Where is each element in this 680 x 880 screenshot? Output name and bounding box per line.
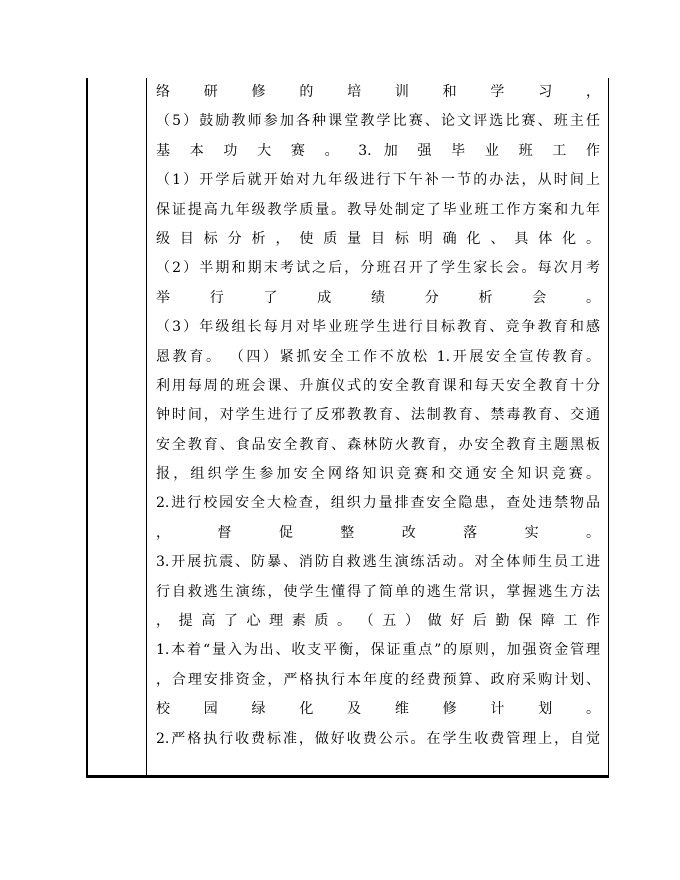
table-left-border <box>86 78 88 778</box>
text-line: 保证提高九年级教学质量。教导处制定了毕业班工作方案和九年 <box>156 201 600 218</box>
table-right-border <box>608 78 609 776</box>
text-line: 1.本着“量入为出、收支平衡，保证重点”的原则，加强资金管理 <box>156 642 600 659</box>
text-line: 利用每周的班会课、升旗仪式的安全教育课和每天安全教育十分 <box>156 377 600 394</box>
text-line: 举 行 了 成 绩 分 析 会 。 <box>156 289 600 306</box>
table-bottom-border <box>86 775 609 778</box>
text-line: （1）开学后就开始对九年级进行下午补一节的办法，从时间上 <box>156 172 600 189</box>
table-column-divider <box>146 78 147 776</box>
document-body <box>156 78 600 754</box>
text-line: 钟时间，对学生进行了反邪教教育、法制教育、禁毒教育、交通 <box>156 407 600 424</box>
text-line: 2.进行校园安全大检查，组织力量排查安全隐患，查处违禁物品 <box>156 495 600 512</box>
text-line: 行自救逃生演练，使学生懂得了简单的逃生常识，掌握逃生方法 <box>156 583 600 600</box>
text-line: 络 研 修 的 培 训 和 学 习 ， <box>156 84 600 100</box>
text-line: 级 目 标 分 析 ， 使 质 量 目 标 明 确 化 、 具 体 化 。 <box>156 230 600 247</box>
text-line: （2）半期和期末考试之后，分班召开了学生家长会。每次月考 <box>156 260 600 277</box>
text-line: 2.严格执行收费标准，做好收费公示。在学生收费管理上，自觉 <box>156 730 600 747</box>
text-line: 基 本 功 大 赛 。 3. 加 强 毕 业 班 工 作 <box>156 142 600 159</box>
text-line: 恩教育。 （四）紧抓安全工作不放松 1.开展安全宣传教育。 <box>156 348 600 365</box>
text-line: ，合理安排资金，严格执行本年度的经费预算、政府采购计划、 <box>156 671 600 688</box>
text-line: ， 提 高 了 心 理 素 质 。 （ 五 ） 做 好 后 勤 保 障 工 作 <box>156 613 600 630</box>
text-line: （3）年级组长每月对毕业班学生进行目标教育、竞争教育和感 <box>156 319 600 336</box>
text-line: ， 督 促 整 改 落 实 。 <box>156 524 600 541</box>
text-line: 校 园 绿 化 及 维 修 计 划 。 <box>156 701 600 718</box>
text-line: （5）鼓励教师参加各种课堂教学比赛、论文评选比赛、班主任 <box>156 113 600 130</box>
text-line: 3.开展抗震、防暴、消防自救逃生演练活动。对全体师生员工进 <box>156 554 600 571</box>
text-line: 安全教育、食品安全教育、森林防火教育，办安全教育主题黑板 <box>156 436 600 453</box>
text-line: 报，组织学生参加安全网络知识竞赛和交通安全知识竞赛。 <box>156 466 600 483</box>
